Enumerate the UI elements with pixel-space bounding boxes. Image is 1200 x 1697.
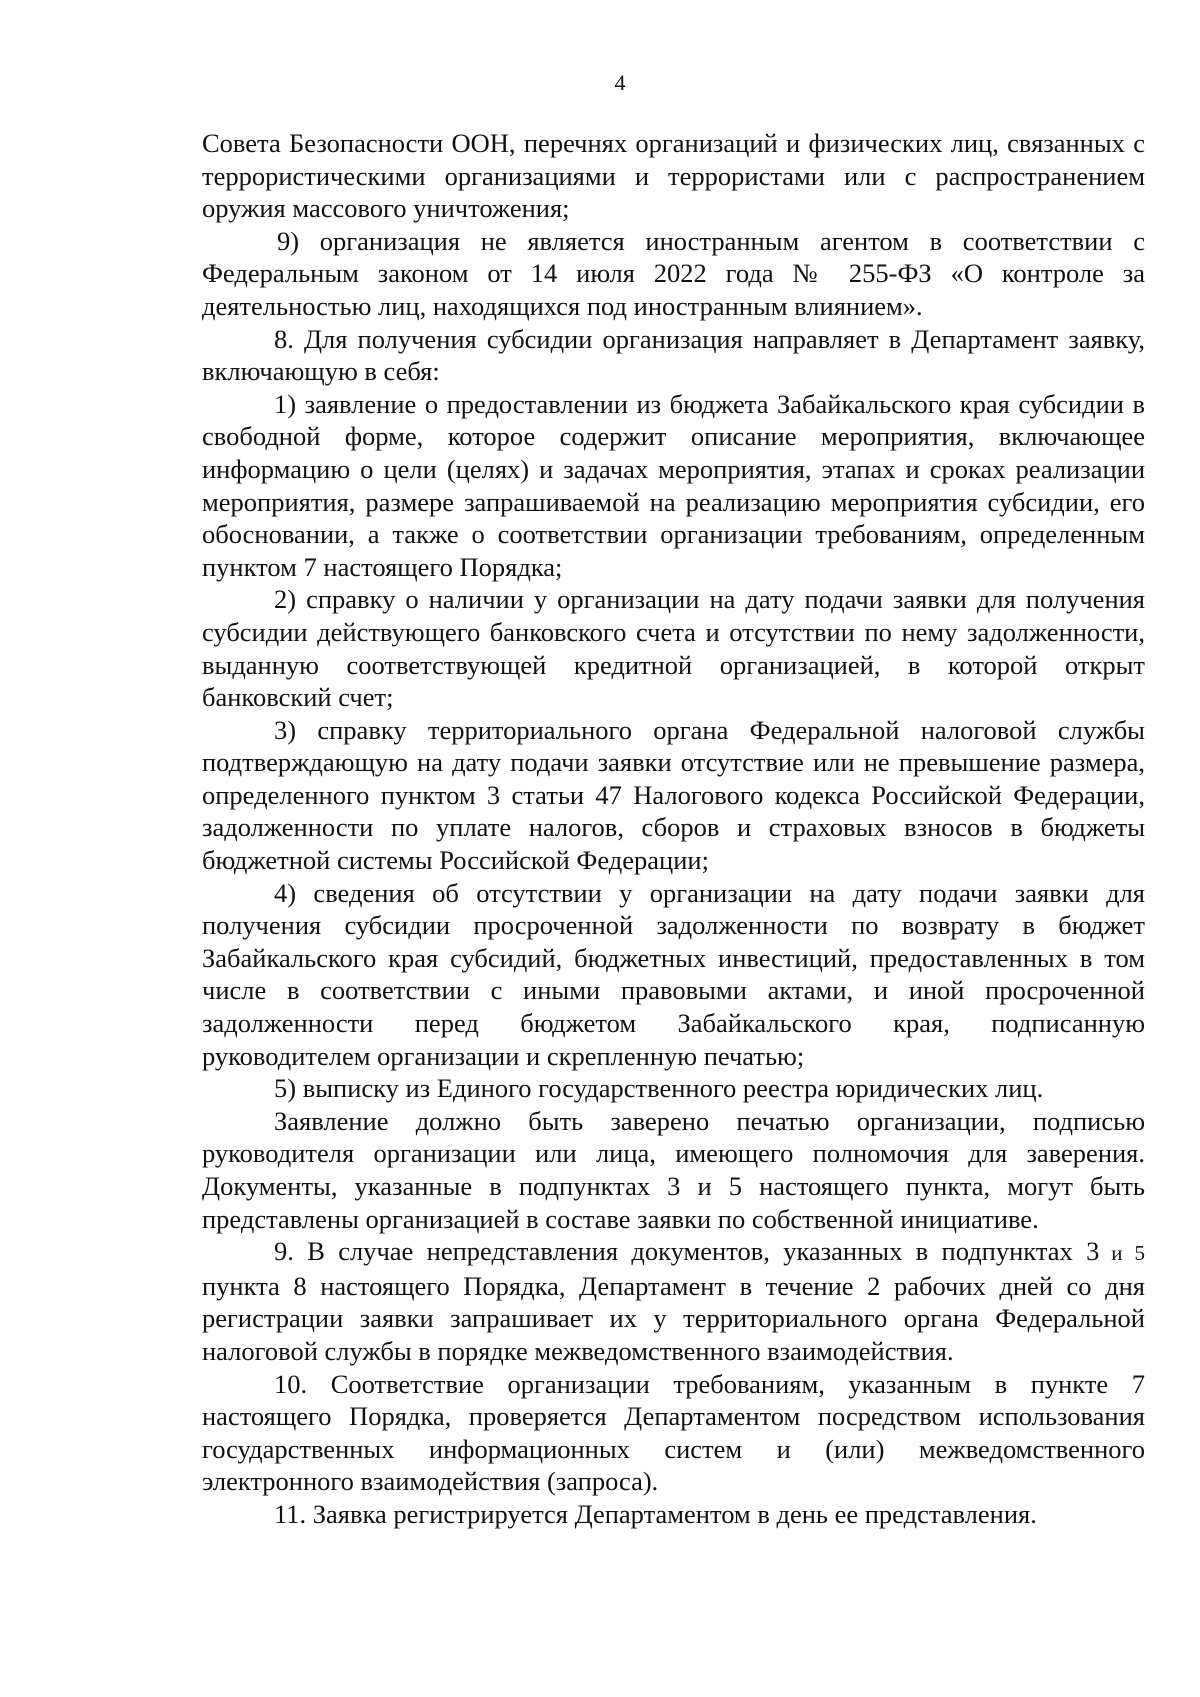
paragraph-item-9: 9) организация не является иностранным агентом в соответствии с Федеральным законом от 14 июля 2022 года № 255-ФЗ «О контроле за деятельностью лиц, находящихся под иностранным влиянием». <box>202 225 1145 321</box>
clause-9-text-end: пункта 8 настоящего Порядка, Департамент в течение 2 рабочих дней со дня регистрации заявки запрашивает их у территориального органа Федеральной налоговой службы в порядке межведомственного взаимодействия. <box>202 1270 1145 1366</box>
paragraph-clause-11: 11. Заявка регистрируется Департаментом в день ее представления. <box>274 1498 1037 1529</box>
clause-9-text-start: 9. В случае непредставления документов, указанных в подпунктах 3 <box>274 1236 1100 1267</box>
paragraph-clause-8: 8. Для получения субсидии организация направляет в Департамент заявку, включающую в себя: <box>202 323 1145 387</box>
paragraph-continuation: Совета Безопасности ООН, перечнях организаций и физических лиц, связанных с террористическими организациями и террористами или с распространением оружия массового уничтожения; <box>202 128 1145 224</box>
paragraph-subitem-5: 5) выписку из Единого государственного реестра юридических лиц. <box>274 1073 1044 1104</box>
paragraph-certification: Заявление должно быть заверено печатью организации, подписью руководителя организации или лица, имеющего полномочия для заверения. Документы, указанные в подпунктах 3 и 5 настоящего пункта, могут быть представлены организацией в составе заявки по собственной инициативе. <box>202 1105 1145 1234</box>
paragraph-subitem-4: 4) сведения об отсутствии у организации на дату подачи заявки для получения субсидии просроченной задолженности по возврату в бюджет Забайкальского края субсидий, бюджетных инвестиций, предоставленных в том числе в соответствии с иными правовыми актами, и иной просроченной задолженности перед бюджетом Забайкальского края, подписанную руководителем организации и скрепленную печатью; <box>202 877 1145 1071</box>
paragraph-clause-9 <box>202 1235 1145 1367</box>
clause-9-small-text: и 5 <box>1099 1241 1145 1266</box>
paragraph-subitem-2: 2) справку о наличии у организации на дату подачи заявки для получения субсидии действующего банковского счета и отсутствии по нему задолженности, выданную соответствующей кредитной организацией, в которой открыт банковский счет; <box>202 584 1145 713</box>
paragraph-subitem-3: 3) справку территориального органа Федеральной налоговой службы подтверждающую на дату подачи заявки отсутствие или не превышение размера, определенного пунктом 3 статьи 47 Налогового кодекса Российской Федерации, задолженности по уплате налогов, сборов и страховых взносов в бюджеты бюджетной системы Российской Федерации; <box>202 714 1145 876</box>
document-body <box>202 127 1145 1531</box>
paragraph-subitem-1: 1) заявление о предоставлении из бюджета Забайкальского края субсидии в свободной форме, которое содержит описание мероприятия, включающее информацию о цели (целях) и задачах мероприятия, этапах и сроках реализации мероприятия, размере запрашиваемой на реализацию мероприятия субсидии, его обосновании, а также о соответствии организации требованиям, определенным пунктом 7 настоящего Порядка; <box>202 388 1145 582</box>
paragraph-clause-10: 10. Соответствие организации требованиям, указанным в пункте 7 настоящего Порядка, проверяется Департаментом посредством использования государственных информационных систем и (или) межведомственного электронного взаимодействия (запроса). <box>202 1368 1145 1497</box>
page-number: 4 <box>614 70 626 95</box>
